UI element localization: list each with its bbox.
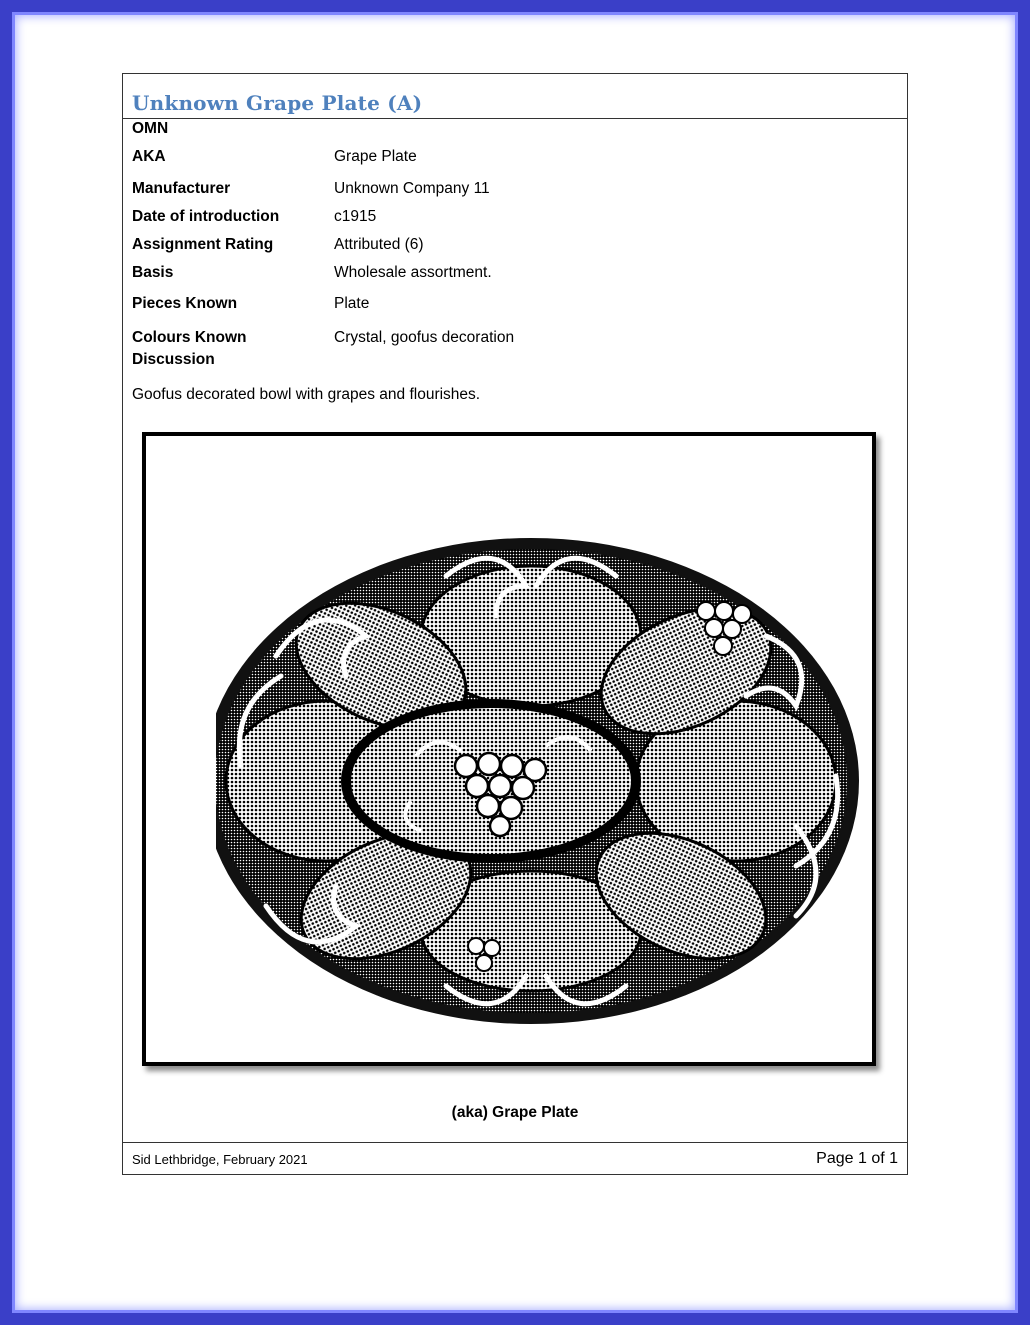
field-value-date: c1915 <box>334 208 377 225</box>
plate-image <box>142 432 876 1066</box>
field-label-discussion: Discussion <box>132 351 215 368</box>
plate-illustration <box>146 436 872 1062</box>
field-label-colours: Colours Known <box>132 329 247 346</box>
field-value-rating: Attributed (6) <box>334 236 424 253</box>
field-label-omn: OMN <box>132 120 169 137</box>
field-label-rating: Assignment Rating <box>132 236 274 253</box>
footer-divider <box>123 1142 907 1143</box>
page-title: Unknown Grape Plate (A) <box>132 91 423 115</box>
figure-caption: (aka) Grape Plate <box>451 1104 579 1121</box>
field-label-date: Date of introduction <box>132 208 280 225</box>
field-label-basis: Basis <box>132 264 174 281</box>
discussion-text: Goofus decorated bowl with grapes and flourishes. <box>132 386 481 403</box>
field-value-pieces: Plate <box>334 295 370 312</box>
document-page <box>122 73 908 1175</box>
field-value-aka: Grape Plate <box>334 148 417 165</box>
field-value-basis: Wholesale assortment. <box>334 264 492 281</box>
field-label-manufacturer: Manufacturer <box>132 180 231 197</box>
field-value-manufacturer: Unknown Company 11 <box>334 180 490 197</box>
field-label-pieces: Pieces Known <box>132 295 238 312</box>
title-divider <box>123 118 907 119</box>
field-label-aka: AKA <box>132 148 166 165</box>
field-value-colours: Crystal, goofus decoration <box>334 329 515 346</box>
page-number: Page 1 of 1 <box>816 1150 898 1167</box>
footer-author: Sid Lethbridge, February 2021 <box>132 1152 308 1167</box>
